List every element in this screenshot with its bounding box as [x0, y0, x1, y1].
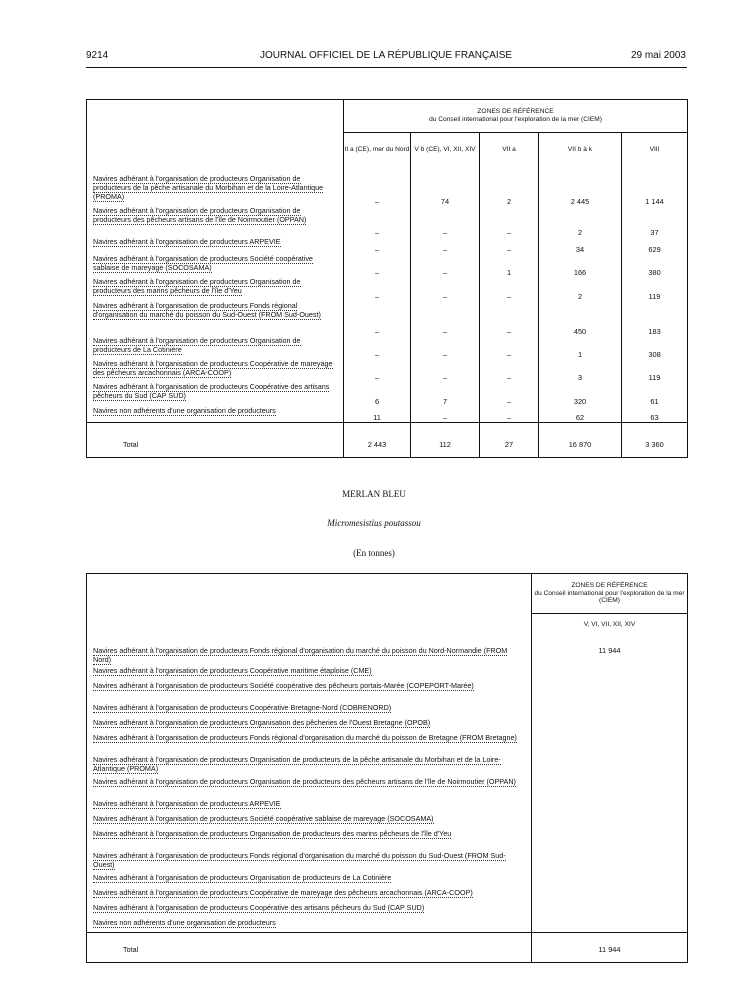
row-value: [532, 851, 688, 873]
row-label: Navires adhérant à l'organisation de producteurs Organisation de producteurs des marins pêcheurs de l'île d'Yeu: [93, 828, 452, 838]
page-header: [86, 50, 686, 64]
row-label: Navires adhérant à l'organisation de producteurs ARPEVIE: [93, 798, 281, 808]
row-cell: [87, 636, 532, 666]
row-cell: [87, 406, 344, 423]
table-row: [87, 888, 688, 903]
row-value: 3: [539, 359, 622, 382]
zones-title: ZONES DE RÉFÉRENCE: [571, 582, 648, 590]
row-value: 119: [622, 359, 688, 382]
row-label: Navires adhérant à l'organisation de producteurs Fonds régional d'organisation du marché du poisson de Bretagne (FROM Bretagne): [93, 732, 517, 742]
table-row: [87, 799, 688, 814]
table-row: [87, 636, 688, 666]
table-row: [87, 814, 688, 829]
table-row: [87, 301, 688, 336]
row-value: –: [411, 237, 480, 254]
row-value: –: [411, 277, 480, 300]
row-value: 380: [622, 254, 688, 277]
zones-table-1: [86, 99, 688, 458]
row-cell: [87, 873, 532, 888]
row-label: Navires adhérant à l'organisation de producteurs Organisation de producteurs des marins pêcheurs de l'île d'Yeu: [93, 277, 301, 296]
row-value: 11: [344, 406, 411, 423]
row-value: 2: [539, 206, 622, 237]
table-row: [87, 406, 688, 423]
row-label: Navires adhérant à l'organisation de producteurs Coopérative maritime étaploise (CME): [93, 665, 372, 675]
table-row: [87, 873, 688, 888]
row-label: Total: [87, 423, 344, 458]
row-value: –: [344, 301, 411, 336]
row-label: Navires adhérant à l'organisation de producteurs Coopérative des artisans pêcheurs du Sud (CAP SUD): [93, 382, 330, 401]
row-value: –: [344, 166, 411, 206]
row-value: 112: [411, 423, 480, 458]
row-value: [532, 799, 688, 814]
row-value: 166: [539, 254, 622, 277]
row-value: [532, 666, 688, 681]
column-header: VIII: [622, 132, 688, 166]
row-cell: [87, 166, 344, 206]
table-row: [87, 918, 688, 933]
row-value: 2: [480, 166, 539, 206]
column-header: VII a: [480, 132, 539, 166]
table-row: [87, 829, 688, 851]
unit-note: (En tonnes): [353, 548, 395, 558]
row-value: 1: [480, 254, 539, 277]
row-label: Navires adhérant à l'organisation de producteurs Organisation de producteurs de La Cotinière: [93, 872, 392, 882]
row-value: 11 944: [532, 636, 688, 666]
row-value: 320: [539, 382, 622, 405]
row-value: –: [480, 206, 539, 237]
row-cell: [87, 733, 532, 755]
row-value: 1 144: [622, 166, 688, 206]
row-value: –: [411, 406, 480, 423]
row-value: –: [480, 301, 539, 336]
row-value: 2 443: [344, 423, 411, 458]
row-cell: [87, 903, 532, 918]
row-cell: [87, 237, 344, 254]
row-value: –: [411, 301, 480, 336]
row-label: Navires adhérant à l'organisation de producteurs Organisation des pêcheries de l'Ouest Bretagne (OPOB): [93, 717, 431, 727]
row-value: [532, 681, 688, 703]
row-label: Navires adhérant à l'organisation de producteurs Société coopérative des pêcheurs portais-Marée (COPEPORT-Marée): [93, 680, 474, 690]
row-cell: [87, 718, 532, 733]
row-cell: [87, 814, 532, 829]
row-label: Navires adhérant à l'organisation de producteurs Organisation de producteurs de la pêche artisanale du Morbihan et de la Loire-Atlantique (PROMA): [93, 174, 324, 202]
row-value: –: [480, 406, 539, 423]
table-row: [87, 206, 688, 237]
row-label: Navires adhérant à l'organisation de producteurs ARPEVIE: [93, 237, 281, 247]
section-title: MERLAN BLEU: [342, 489, 406, 499]
zones-table-2: [86, 573, 688, 963]
row-value: –: [480, 237, 539, 254]
table-row: [87, 237, 688, 254]
row-cell: [87, 277, 344, 300]
table-row: [87, 359, 688, 382]
row-value: –: [344, 336, 411, 359]
zones-subtitle: du Conseil international pour l'exploration de la mer (CIEM): [429, 115, 602, 123]
row-label: Navires adhérant à l'organisation de producteurs Coopérative Bretagne-Nord (COBRENORD): [93, 702, 392, 712]
table-row: [87, 666, 688, 681]
column-header: VII b à k: [539, 132, 622, 166]
row-cell: [87, 382, 344, 405]
row-value: –: [411, 336, 480, 359]
table-row: [87, 777, 688, 799]
table-row: [87, 733, 688, 755]
row-cell: [87, 336, 344, 359]
row-value: [532, 755, 688, 777]
row-value: 450: [539, 301, 622, 336]
row-value: –: [411, 359, 480, 382]
row-value: 2: [539, 277, 622, 300]
row-value: –: [480, 277, 539, 300]
row-value: [532, 918, 688, 933]
row-value: [532, 718, 688, 733]
table-row-total: [87, 933, 688, 963]
row-cell: [87, 206, 344, 237]
row-value: –: [344, 359, 411, 382]
row-label: Navires adhérant à l'organisation de producteurs Fonds régional d'organisation du marché du poisson du Sud-Ouest (FROM Sud-Ouest): [93, 850, 506, 869]
row-value: [532, 888, 688, 903]
row-cell: [87, 888, 532, 903]
row-label: Total: [87, 933, 532, 963]
table-row: [87, 336, 688, 359]
row-label: Navires adhérant à l'organisation de producteurs Coopérative des artisans pêcheurs du Sud (CAP SUD): [93, 902, 425, 912]
row-label: Navires adhérant à l'organisation de producteurs Organisation de producteurs de la pêche artisanale du Morbihan et de la Loire-Atlantique (PROMA): [93, 754, 501, 773]
row-cell: [87, 799, 532, 814]
table-row: [87, 277, 688, 300]
column-header: V b (CE), VI, XII, XIV: [411, 132, 480, 166]
row-value: 27: [480, 423, 539, 458]
row-label: Navires adhérant à l'organisation de producteurs Fonds régional d'organisation du marché du poisson du Nord-Normandie (FROM Nord): [93, 645, 508, 664]
row-label: Navires non adhérents d'une organisation de producteurs: [93, 405, 276, 415]
header-rule: [86, 67, 687, 68]
row-value: [532, 703, 688, 718]
journal-title: JOURNAL OFFICIEL DE LA RÉPUBLIQUE FRANÇAISE: [259, 50, 513, 61]
row-cell: [87, 918, 532, 933]
row-cell: [87, 681, 532, 703]
zones-title: ZONES DE RÉFÉRENCE: [477, 108, 554, 116]
row-cell: [87, 851, 532, 873]
row-cell: [87, 666, 532, 681]
table-row: [87, 851, 688, 873]
row-value: 37: [622, 206, 688, 237]
row-cell: [87, 703, 532, 718]
table-row: [87, 903, 688, 918]
row-label: Navires adhérant à l'organisation de producteurs Organisation de producteurs des pêcheurs artisans de l'île de Noirmoutier (OPPAN): [93, 206, 307, 225]
row-value: 62: [539, 406, 622, 423]
row-value: 1: [539, 336, 622, 359]
row-value: [532, 777, 688, 799]
row-value: 16 870: [539, 423, 622, 458]
table-row: [87, 703, 688, 718]
row-value: 74: [411, 166, 480, 206]
row-value: 6: [344, 382, 411, 405]
row-value: 183: [622, 301, 688, 336]
row-value: –: [344, 277, 411, 300]
row-value: 629: [622, 237, 688, 254]
table1-zones-header: [344, 100, 688, 133]
row-label: Navires adhérant à l'organisation de producteurs Organisation de producteurs des pêcheurs artisans de l'île de Noirmoutier (OPPAN): [93, 776, 516, 786]
row-value: [532, 829, 688, 851]
row-cell: [87, 755, 532, 777]
row-cell: [87, 829, 532, 851]
row-value: –: [344, 254, 411, 277]
table-row: [87, 166, 688, 206]
row-value: –: [344, 237, 411, 254]
species-latin-name: Micromesistius poutassou: [327, 518, 421, 528]
row-label: Navires non adhérents d'une organisation de producteurs: [93, 917, 276, 927]
table-row-total: [87, 423, 688, 458]
row-value: 119: [622, 277, 688, 300]
table2-zones-header: [532, 574, 688, 614]
row-value: [532, 733, 688, 755]
row-label: Navires adhérant à l'organisation de producteurs Coopérative de mareyage des pêcheurs arcachonnais (ARCA-COOP): [93, 887, 473, 897]
row-label: Navires adhérant à l'organisation de producteurs Fonds régional d'organisation du marché du poisson du Sud-Ouest (FROM Sud-Ouest): [93, 300, 321, 319]
table-row: [87, 718, 688, 733]
row-value: [532, 814, 688, 829]
row-value: –: [344, 206, 411, 237]
row-value: 11 944: [532, 933, 688, 963]
row-value: –: [480, 359, 539, 382]
row-value: 308: [622, 336, 688, 359]
table-row: [87, 681, 688, 703]
row-cell: [87, 301, 344, 336]
row-label: Navires adhérant à l'organisation de producteurs Coopérative de mareyage des pêcheurs arcachonnais (ARCA-COOP): [93, 358, 333, 377]
row-value: [532, 873, 688, 888]
row-value: [532, 903, 688, 918]
table1-corner: [87, 100, 344, 167]
zones-subtitle: du Conseil international pour l'exploration de la mer (CIEM): [534, 589, 685, 605]
page-number: 9214: [86, 50, 109, 61]
row-cell: [87, 254, 344, 277]
row-value: –: [480, 382, 539, 405]
row-value: 7: [411, 382, 480, 405]
row-value: –: [411, 254, 480, 277]
row-value: 34: [539, 237, 622, 254]
row-cell: [87, 777, 532, 799]
row-label: Navires adhérant à l'organisation de producteurs Société coopérative sablaise de mareyage (SOCOSAMA): [93, 813, 434, 823]
row-value: 61: [622, 382, 688, 405]
table-row: [87, 254, 688, 277]
row-value: 3 360: [622, 423, 688, 458]
column-header: II a (CE), mer du Nord: [344, 132, 411, 166]
table-row: [87, 382, 688, 405]
row-value: 63: [622, 406, 688, 423]
row-label: Navires adhérant à l'organisation de producteurs Organisation de producteurs de La Cotinière: [93, 335, 301, 354]
row-value: –: [411, 206, 480, 237]
row-cell: [87, 359, 344, 382]
publication-date: 29 mai 2003: [630, 50, 686, 61]
row-value: –: [480, 336, 539, 359]
column-header: V, VI, VII, XII, XIV: [532, 614, 688, 636]
table-row: [87, 755, 688, 777]
row-label: Navires adhérant à l'organisation de producteurs Société coopérative sablaise de mareyage (SOCOSAMA): [93, 254, 313, 273]
table2-corner: [87, 574, 532, 636]
row-value: 2 445: [539, 166, 622, 206]
